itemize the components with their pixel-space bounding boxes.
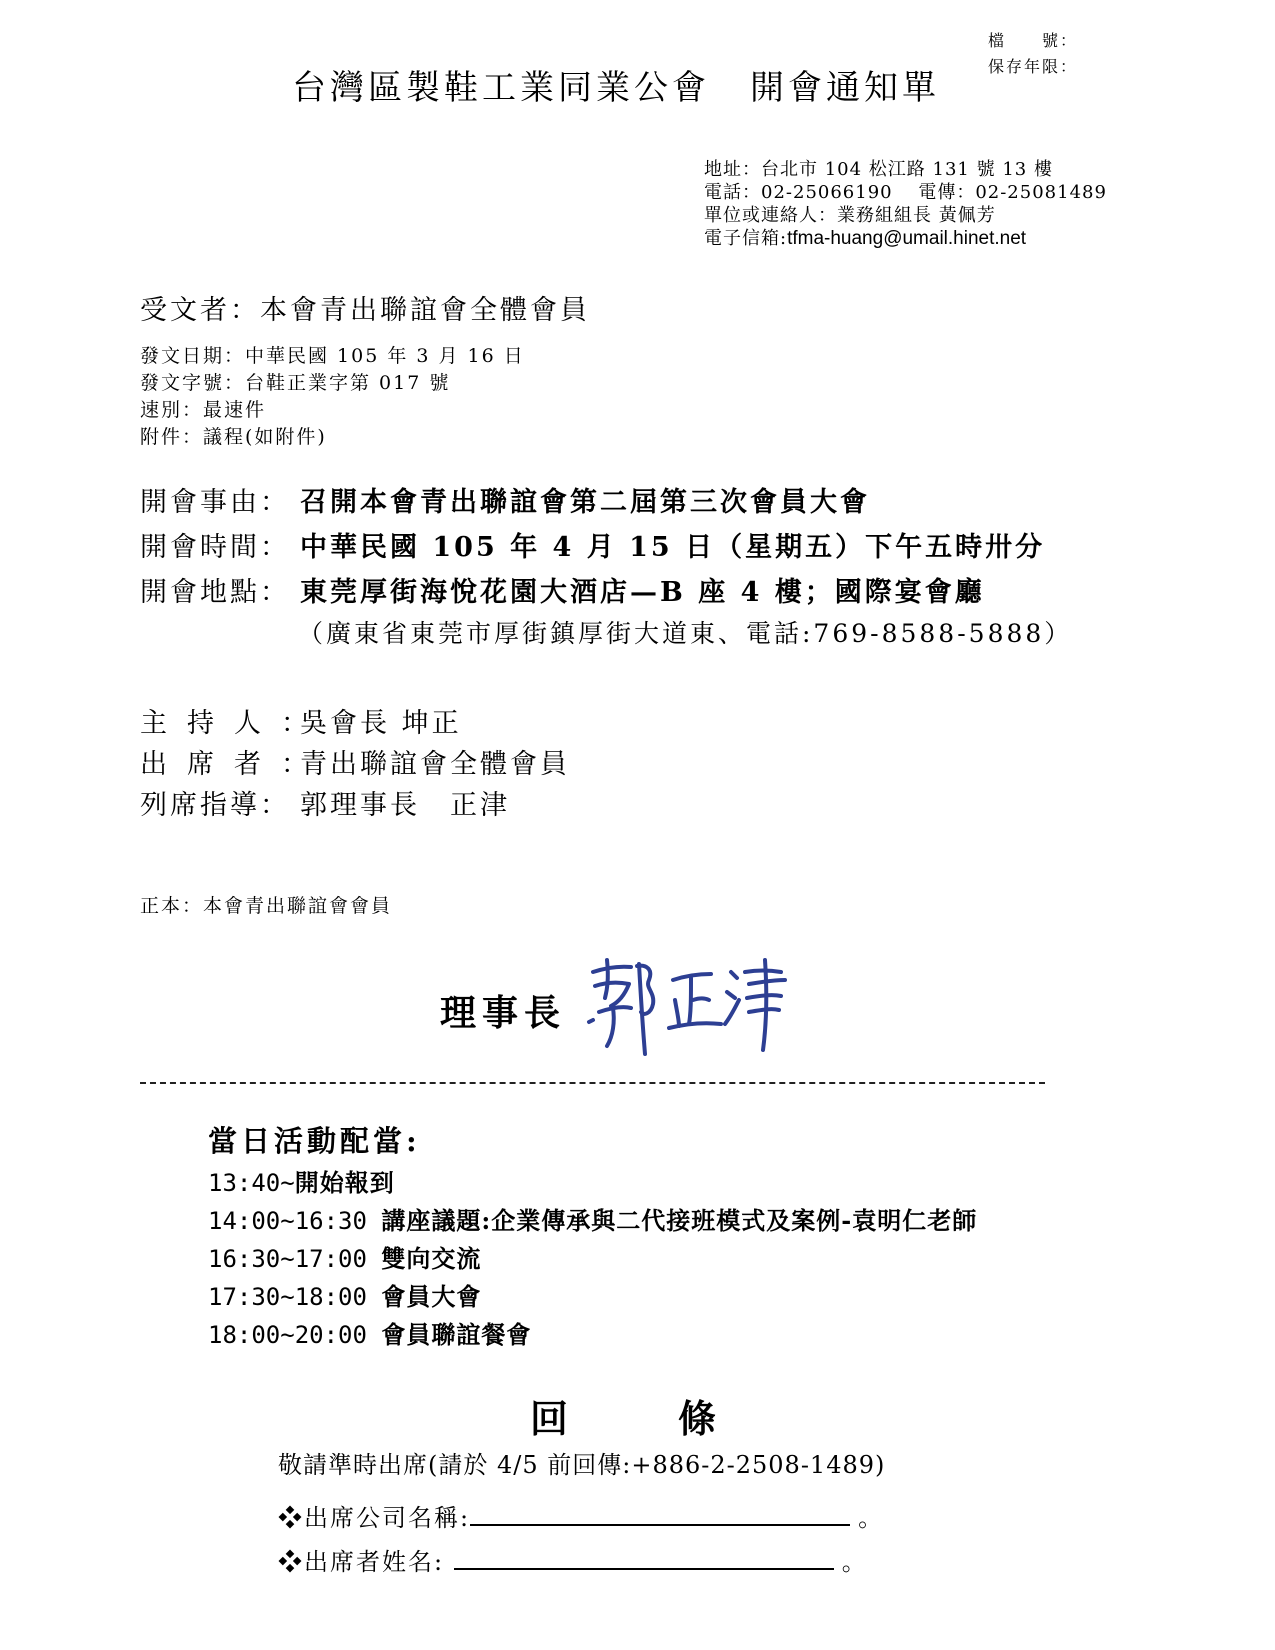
company-name-label: ❖出席公司名稱: (278, 1504, 471, 1532)
attendee-name-field[interactable] (278, 1542, 868, 1577)
schedule-time: 18:00~20:00 (208, 1321, 382, 1349)
guidance (140, 785, 570, 826)
org-name: 台灣區製鞋工業同業公會 (292, 68, 710, 108)
attendees-value: 青出聯誼會全體會員 (300, 749, 570, 780)
schedule-item (208, 1202, 977, 1240)
host-label: 主持人： (140, 708, 328, 739)
meeting-time (140, 525, 1072, 570)
cc-line: 正本：本會青出聯誼會會員 (140, 895, 393, 917)
schedule-time: 13:40~ (208, 1169, 295, 1197)
attendees-label: 出席者： (140, 749, 328, 780)
reply-slip-title (530, 1388, 716, 1443)
end-mark: 。 (858, 1504, 885, 1532)
contact-block (704, 158, 1107, 250)
schedule-item (208, 1240, 977, 1278)
doc-type: 開會通知單 (750, 68, 940, 108)
meeting-time-value: 中華民國 105 年 4 月 15 日（星期五）下午五時卅分 (300, 532, 1046, 563)
schedule-desc: 會員大會 (381, 1282, 482, 1311)
reply-title-char-2: 條 (678, 1396, 717, 1441)
attendees (140, 744, 570, 785)
schedule-desc: 講座議題:企業傳承與二代接班模式及案例-袁明仁老師 (381, 1206, 978, 1235)
schedule-time: 17:30~18:00 (208, 1283, 382, 1311)
people-block (140, 703, 570, 826)
recipient: 受文者：本會青出聯誼會全體會員 (140, 295, 590, 326)
reply-title-char-1: 回 (530, 1396, 569, 1441)
company-name-blank[interactable] (470, 1502, 850, 1526)
email-value: tfma-huang@umail.hinet.net (787, 228, 1027, 249)
priority: 速別：最速件 (140, 399, 267, 421)
meeting-place-detail: （廣東省東莞市厚街鎮厚街大道東、電話:769-8588-5888） (298, 619, 1073, 648)
retention-period-label: 保存年限： (988, 57, 1079, 76)
schedule-desc: 開始報到 (294, 1168, 395, 1197)
meeting-info (140, 480, 1072, 653)
meeting-place (140, 570, 1072, 615)
meeting-time-label: 開會時間： (140, 532, 290, 563)
end-mark: 。 (841, 1548, 868, 1576)
guidance-label: 列席指導： (140, 790, 290, 821)
attendee-name-blank[interactable] (454, 1546, 834, 1570)
host (140, 703, 570, 744)
schedule-item (208, 1164, 977, 1202)
dashed-divider (140, 1082, 1045, 1084)
issue-date: 發文日期：中華民國 105 年 3 月 16 日 (140, 345, 525, 367)
schedule-item (208, 1278, 977, 1316)
contact-address: 地址：台北市 104 松江路 131 號 13 樓 (704, 159, 1053, 180)
schedule-block (208, 1118, 977, 1354)
meeting-reason (140, 480, 1072, 525)
chairman-signature (585, 950, 795, 1060)
schedule-title: 當日活動配當: (208, 1124, 421, 1158)
reply-note: 敬請準時出席(請於 4/5 前回傳:+886-2-2508-1489) (278, 1451, 886, 1479)
schedule-time: 14:00~16:30 (208, 1207, 382, 1235)
meeting-place-value: 東莞厚街海悅花園大酒店—B 座 4 樓；國際宴會廳 (300, 577, 985, 608)
meeting-place-label: 開會地點： (140, 577, 290, 608)
company-name-field[interactable] (278, 1498, 884, 1533)
meeting-reason-label: 開會事由： (140, 487, 290, 518)
file-meta (988, 28, 1078, 80)
contact-phone-fax: 電話：02-25066190 電傳：02-25081489 (704, 182, 1107, 203)
schedule-desc: 會員聯誼餐會 (381, 1320, 532, 1349)
chairman-title: 理事長 (440, 992, 567, 1034)
file-number-label: 檔 號： (988, 31, 1079, 50)
contact-email (704, 227, 1107, 250)
attendee-name-label: ❖出席者姓名: (278, 1548, 454, 1576)
schedule-desc: 雙向交流 (381, 1244, 482, 1273)
guidance-value: 郭理事長 正津 (300, 790, 510, 821)
host-value: 吳會長 坤正 (300, 708, 462, 739)
page-title (292, 60, 940, 109)
doc-meta (140, 343, 525, 451)
schedule-time: 16:30~17:00 (208, 1245, 382, 1273)
schedule-item (208, 1316, 977, 1354)
contact-person: 單位或連絡人：業務組組長 黃佩芳 (704, 205, 996, 226)
meeting-reason-value: 召開本會青出聯誼會第二屆第三次會員大會 (300, 487, 870, 518)
attachment: 附件：議程(如附件) (140, 426, 327, 448)
email-label: 電子信箱: (704, 228, 788, 249)
doc-number: 發文字號：台鞋正業字第 017 號 (140, 372, 451, 394)
